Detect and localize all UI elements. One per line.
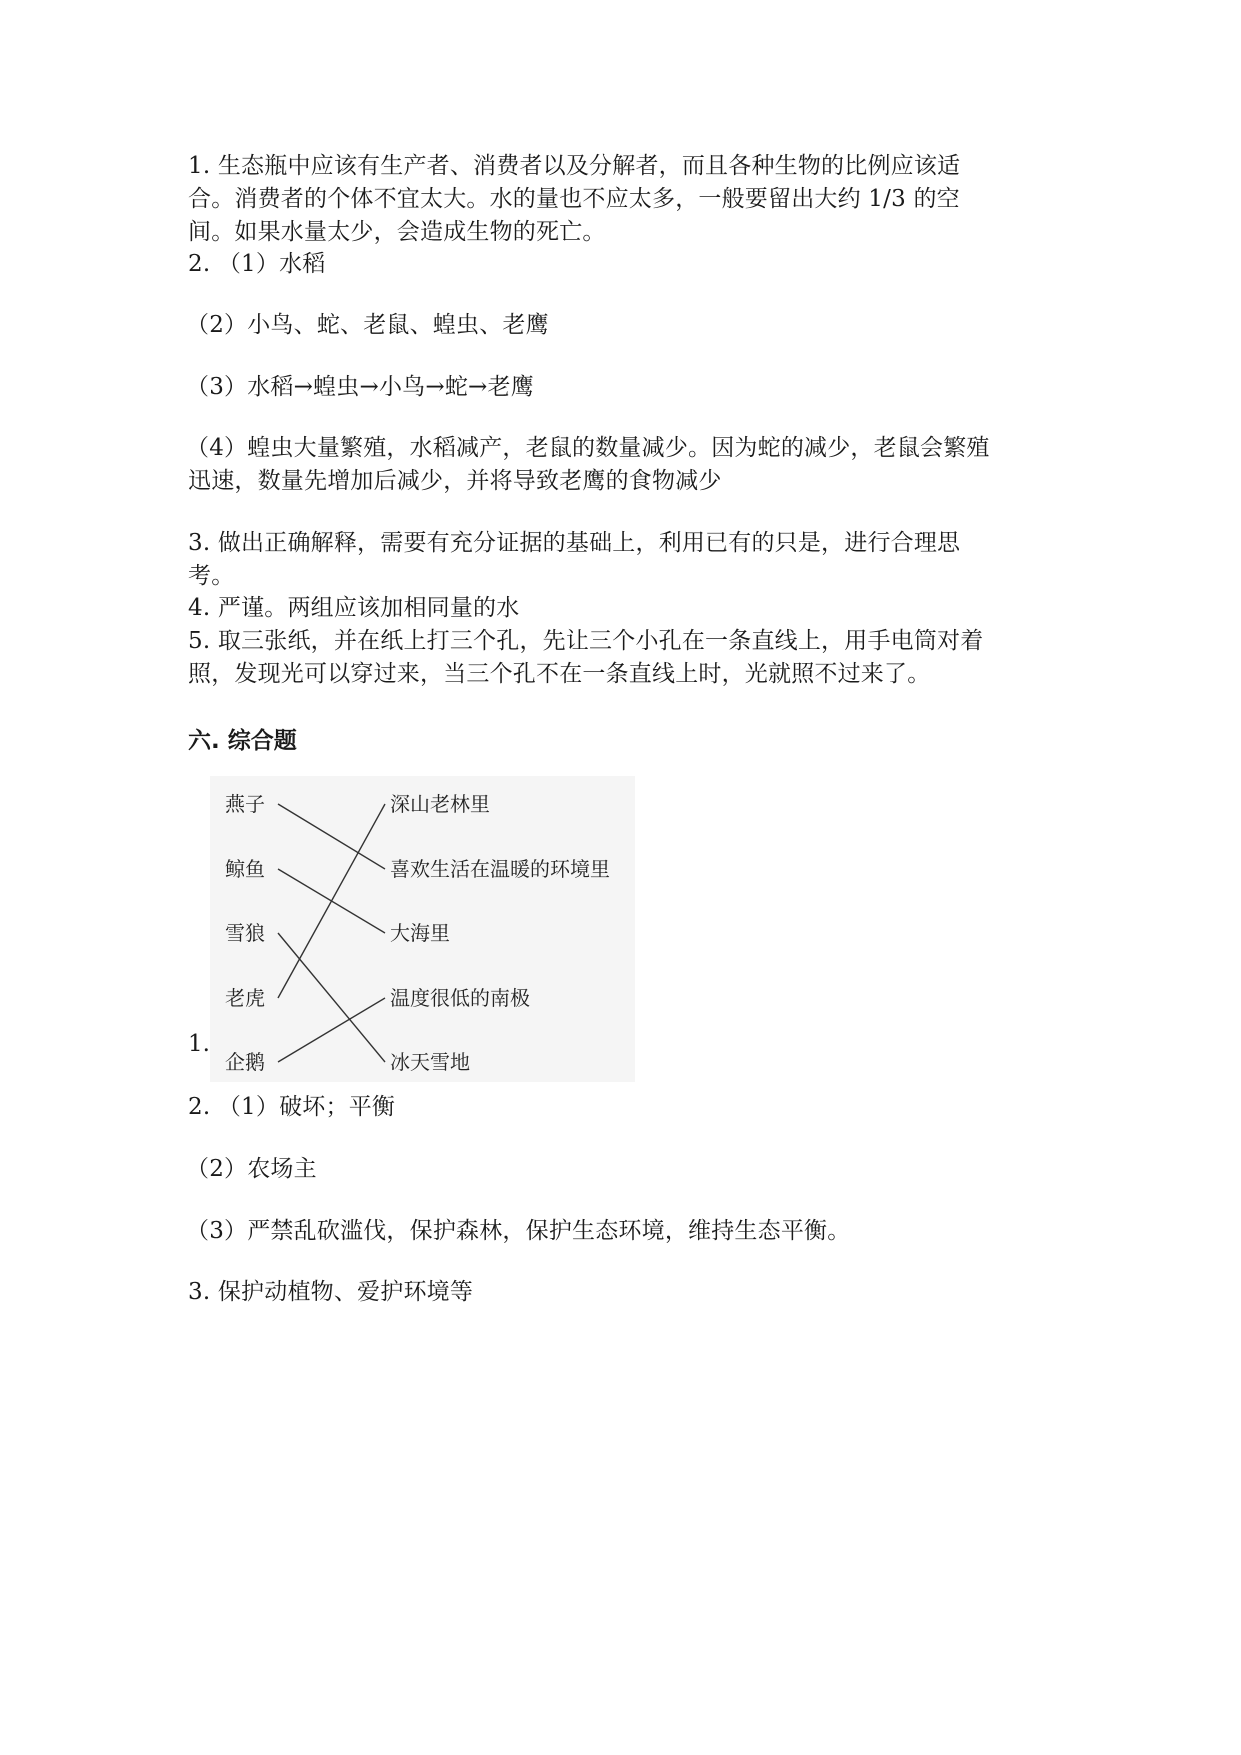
- match-line-5: [278, 998, 385, 1062]
- s6-q2-part-2: （2）农场主: [186, 1156, 317, 1182]
- match-line-3: [278, 933, 385, 1062]
- q1-line-2: 合。消费者的个体不宜太大。水的量也不应太多，一般要留出大约 1/3 的空: [188, 186, 960, 212]
- s6-q2-part-1: 2. （1）破坏；平衡: [188, 1094, 396, 1120]
- s6-q2-part-3: （3）严禁乱砍滥伐，保护森林，保护生态环境，维持生态平衡。: [186, 1218, 851, 1244]
- q5-line-1: 5. 取三张纸，并在纸上打三个孔，先让三个小孔在一条直线上，用手电筒对着: [188, 628, 984, 654]
- left-item-3: 雪狼: [225, 921, 265, 945]
- q2-part-2: （2）小鸟、蛇、老鼠、蝗虫、老鹰: [186, 312, 549, 338]
- q2-part-4-line-1: （4）蝗虫大量繁殖，水稻减产，老鼠的数量减少。因为蛇的减少，老鼠会繁殖: [186, 435, 990, 461]
- right-item-3: 大海里: [390, 921, 450, 945]
- right-item-5: 冰天雪地: [390, 1050, 470, 1074]
- match-line-4: [278, 804, 385, 998]
- right-item-4: 温度很低的南极: [390, 986, 530, 1010]
- q4-answer: 4. 严谨。两组应该加相同量的水: [188, 595, 520, 621]
- left-item-1: 燕子: [225, 792, 265, 816]
- section-6-heading: 六. 综合题: [188, 728, 297, 754]
- q2-part-3: （3）水稻→蝗虫→小鸟→蛇→老鹰: [186, 374, 534, 400]
- q3-line-2: 考。: [188, 563, 235, 589]
- match-line-1: [278, 804, 385, 869]
- q2-part-1: 2. （1）水稻: [188, 251, 326, 277]
- q2-part-4-line-2: 迅速，数量先增加后减少，并将导致老鹰的食物减少: [188, 468, 722, 494]
- left-item-2: 鲸鱼: [225, 857, 265, 881]
- s6-q3-answer: 3. 保护动植物、爱护环境等: [188, 1279, 474, 1305]
- right-item-2: 喜欢生活在温暖的环境里: [390, 857, 610, 881]
- right-item-1: 深山老林里: [390, 792, 490, 816]
- q1-line-1: 1. 生态瓶中应该有生产者、消费者以及分解者，而且各种生物的比例应该适: [188, 153, 961, 179]
- q3-line-1: 3. 做出正确解释，需要有充分证据的基础上，利用已有的只是，进行合理思: [188, 530, 961, 556]
- left-item-4: 老虎: [225, 986, 265, 1010]
- left-item-5: 企鹅: [225, 1050, 265, 1074]
- s6-q1-number: 1.: [188, 1031, 210, 1057]
- q5-line-2: 照，发现光可以穿过来，当三个孔不在一条直线上时，光就照不过来了。: [188, 661, 931, 687]
- matching-figure: [210, 776, 635, 1082]
- q1-line-3: 间。如果水量太少，会造成生物的死亡。: [188, 219, 606, 245]
